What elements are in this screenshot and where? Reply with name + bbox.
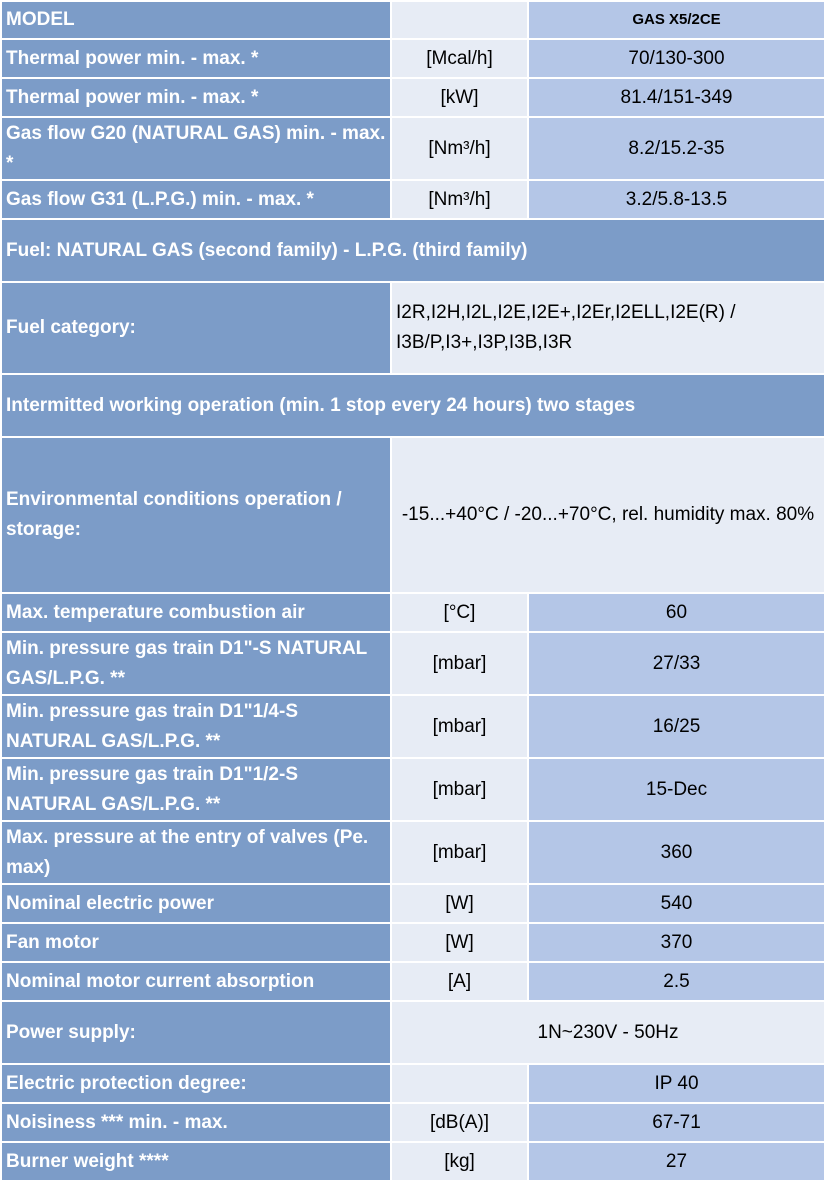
row-value: 15-Dec <box>528 758 824 821</box>
row-unit: [mbar] <box>391 821 528 884</box>
row-unit: [mbar] <box>391 632 528 695</box>
row-value: 60 <box>528 593 824 632</box>
row-value: -15...+40°C / -20...+70°C, rel. humidity max. 80% <box>391 437 824 593</box>
row-value: 81.4/151-349 <box>528 78 824 117</box>
row-value: 16/25 <box>528 695 824 758</box>
row-label: Noisiness *** min. - max. <box>1 1103 391 1142</box>
row-value: 27 <box>528 1142 824 1181</box>
row-label: Environmental conditions operation / storage: <box>1 437 391 593</box>
row-value: 360 <box>528 821 824 884</box>
row-unit: [mbar] <box>391 758 528 821</box>
row-label: Burner weight **** <box>1 1142 391 1181</box>
row-value: 8.2/15.2-35 <box>528 117 824 180</box>
row-value: 2.5 <box>528 962 824 1001</box>
table-row <box>1 695 824 758</box>
row-label: Gas flow G31 (L.P.G.) min. - max. * <box>1 180 391 219</box>
row-unit: [kW] <box>391 78 528 117</box>
model-row <box>1 1 824 39</box>
row-value: 1N~230V - 50Hz <box>391 1001 824 1064</box>
model-unit <box>391 1 528 39</box>
row-label: Nominal electric power <box>1 884 391 923</box>
row-value: 67-71 <box>528 1103 824 1142</box>
row-label: Power supply: <box>1 1001 391 1064</box>
row-label: Thermal power min. - max. * <box>1 39 391 78</box>
row-label: Nominal motor current absorption <box>1 962 391 1001</box>
operation-text: Intermitted working operation (min. 1 stop every 24 hours) two stages <box>1 374 824 437</box>
row-unit: [W] <box>391 923 528 962</box>
row-unit: [W] <box>391 884 528 923</box>
row-value: 370 <box>528 923 824 962</box>
row-unit: [mbar] <box>391 695 528 758</box>
row-value: I2R,I2H,I2L,I2E,I2E+,I2Er,I2ELL,I2E(R) / I3B/P,I3+,I3P,I3B,I3R <box>391 282 824 374</box>
row-unit: [Nm³/h] <box>391 180 528 219</box>
row-unit: [kg] <box>391 1142 528 1181</box>
row-unit: [dB(A)] <box>391 1103 528 1142</box>
row-label: Fuel category: <box>1 282 391 374</box>
fuel-text: Fuel: NATURAL GAS (second family) - L.P.G. (third family) <box>1 219 824 282</box>
row-label: Min. pressure gas train D1"1/2-S NATURAL GAS/L.P.G. ** <box>1 758 391 821</box>
row-value: 540 <box>528 884 824 923</box>
row-label: Fan motor <box>1 923 391 962</box>
row-value: 70/130-300 <box>528 39 824 78</box>
operation-row <box>1 374 824 437</box>
row-label: Max. temperature combustion air <box>1 593 391 632</box>
row-value: 3.2/5.8-13.5 <box>528 180 824 219</box>
fuel-row <box>1 219 824 282</box>
table-row <box>1 821 824 884</box>
table-row <box>1 39 824 78</box>
row-label: Max. pressure at the entry of valves (Pe. max) <box>1 821 391 884</box>
row-label: Thermal power min. - max. * <box>1 78 391 117</box>
table-row <box>1 1103 824 1142</box>
row-unit: [A] <box>391 962 528 1001</box>
table-row <box>1 437 824 593</box>
model-value: GAS X5/2CE <box>528 1 824 39</box>
table-row <box>1 923 824 962</box>
row-label: Gas flow G20 (NATURAL GAS) min. - max. * <box>1 117 391 180</box>
row-value: IP 40 <box>528 1064 824 1103</box>
row-unit: [Mcal/h] <box>391 39 528 78</box>
row-label: Min. pressure gas train D1"-S NATURAL GAS/L.P.G. ** <box>1 632 391 695</box>
row-label: Min. pressure gas train D1"1/4-S NATURAL GAS/L.P.G. ** <box>1 695 391 758</box>
row-label: Electric protection degree: <box>1 1064 391 1103</box>
table-row <box>1 282 824 374</box>
table-row <box>1 962 824 1001</box>
table-row <box>1 180 824 219</box>
row-value: 27/33 <box>528 632 824 695</box>
table-row <box>1 1001 824 1064</box>
table-row <box>1 632 824 695</box>
row-unit <box>391 1064 528 1103</box>
table-row <box>1 884 824 923</box>
table-row <box>1 1064 824 1103</box>
model-label: MODEL <box>1 1 391 39</box>
table-row <box>1 593 824 632</box>
table-row <box>1 78 824 117</box>
row-unit: [°C] <box>391 593 528 632</box>
table-row <box>1 1142 824 1181</box>
row-unit: [Nm³/h] <box>391 117 528 180</box>
table-row <box>1 117 824 180</box>
table-row <box>1 758 824 821</box>
